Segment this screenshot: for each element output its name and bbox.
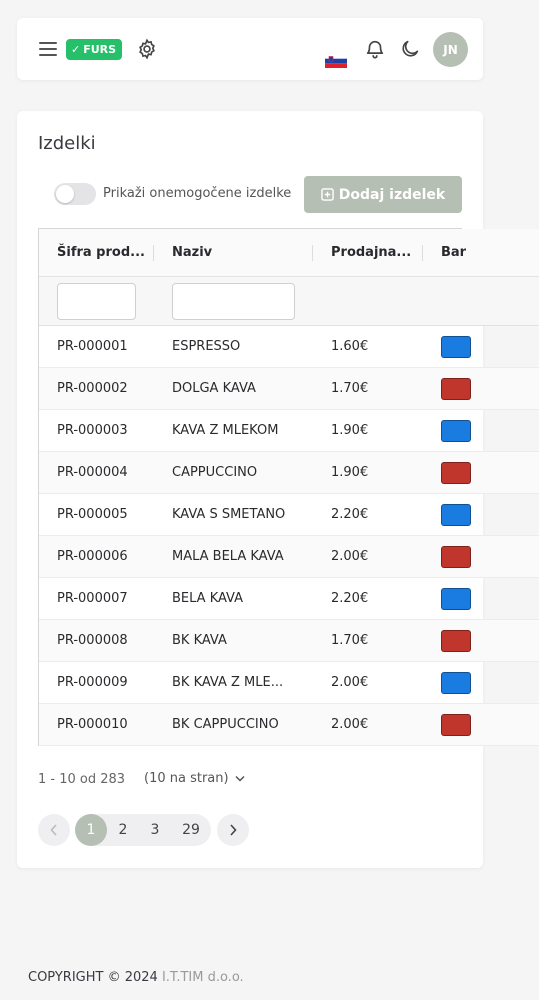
product-name: ESPRESSO [172, 339, 241, 354]
column-separator[interactable] [422, 245, 423, 261]
product-name: BK KAVA Z MLE... [172, 675, 284, 690]
product-color-swatch [441, 672, 471, 694]
column-header-price[interactable]: Prodajna... [331, 245, 412, 260]
avatar-initials: JN [443, 42, 458, 57]
furs-badge-label: FURS [83, 43, 117, 56]
column-header-code[interactable]: Šifra prod... [57, 245, 145, 260]
product-color-swatch [441, 462, 471, 484]
product-price: 2.20€ [331, 591, 369, 606]
table-row[interactable] [39, 494, 539, 536]
product-name: BK KAVA [172, 633, 227, 648]
filter-row [39, 277, 539, 326]
footer [28, 970, 244, 985]
code-filter-input[interactable] [57, 283, 136, 320]
page-29[interactable]: 29 [182, 822, 200, 838]
product-price: 2.00€ [331, 717, 369, 732]
product-color-swatch [441, 588, 471, 610]
product-color-swatch [441, 336, 471, 358]
table-row[interactable] [39, 578, 539, 620]
product-price: 1.90€ [331, 465, 369, 480]
product-code: PR-000001 [57, 339, 128, 354]
chevron-down-icon [235, 775, 245, 782]
product-color-swatch [441, 378, 471, 400]
per-page-select[interactable] [144, 771, 245, 786]
gear-icon[interactable] [136, 38, 158, 60]
user-avatar[interactable] [433, 32, 468, 67]
chevron-right-icon [229, 824, 237, 836]
product-price: 2.00€ [331, 549, 369, 564]
next-page-button[interactable] [217, 814, 249, 846]
column-separator[interactable] [153, 245, 154, 261]
product-price: 1.70€ [331, 633, 369, 648]
product-code: PR-000010 [57, 717, 128, 732]
bell-icon[interactable] [364, 38, 386, 60]
product-name: KAVA Z MLEKOM [172, 423, 279, 438]
product-color-swatch [441, 714, 471, 736]
product-price: 2.20€ [331, 507, 369, 522]
product-name: BELA KAVA [172, 591, 244, 606]
product-code: PR-000004 [57, 465, 128, 480]
table-row[interactable] [39, 662, 539, 704]
per-page-label: (10 na stran) [144, 771, 229, 786]
products-card [17, 111, 483, 868]
plus-box-icon [321, 188, 334, 201]
moon-icon[interactable] [399, 38, 421, 60]
top-header [17, 18, 483, 80]
table-row[interactable] [39, 368, 539, 410]
table-row[interactable] [39, 536, 539, 578]
product-code: PR-000007 [57, 591, 128, 606]
product-price: 2.00€ [331, 675, 369, 690]
add-product-button[interactable] [304, 176, 462, 213]
product-code: PR-000006 [57, 549, 128, 564]
product-code: PR-000003 [57, 423, 128, 438]
product-name: BK CAPPUCCINO [172, 717, 279, 732]
table-row[interactable] [39, 620, 539, 662]
table-header [39, 229, 539, 277]
product-color-swatch [441, 630, 471, 652]
product-price: 1.60€ [331, 339, 369, 354]
product-code: PR-000002 [57, 381, 128, 396]
product-color-swatch [441, 546, 471, 568]
page-2[interactable]: 2 [118, 822, 128, 838]
column-header-name[interactable]: Naziv [172, 245, 213, 260]
page-3[interactable]: 3 [150, 822, 160, 838]
show-disabled-label: Prikaži onemogočene izdelke [103, 186, 292, 201]
table-row[interactable] [39, 410, 539, 452]
column-header-color[interactable]: Bar [441, 245, 467, 260]
page-1[interactable]: 1 [75, 814, 107, 846]
product-name: CAPPUCCINO [172, 465, 258, 480]
company-link[interactable]: I.T.TIM d.o.o. [161, 970, 244, 985]
pagination-range: 1 - 10 od 283 [38, 772, 126, 787]
table-row[interactable] [39, 704, 539, 746]
product-name: KAVA S SMETANO [172, 507, 286, 522]
show-disabled-toggle[interactable] [54, 183, 96, 205]
product-name: MALA BELA KAVA [172, 549, 284, 564]
toggle-knob [56, 185, 74, 203]
products-table [38, 228, 467, 746]
product-price: 1.70€ [331, 381, 369, 396]
product-code: PR-000009 [57, 675, 128, 690]
menu-icon[interactable] [39, 42, 57, 56]
product-code: PR-000005 [57, 507, 128, 522]
check-icon: ✓ [71, 43, 81, 56]
table-row[interactable] [39, 452, 539, 494]
page-title: Izdelki [38, 133, 96, 154]
table-row[interactable] [39, 326, 539, 368]
page-number-group [75, 814, 211, 846]
slovenian-flag-icon[interactable] [325, 54, 347, 68]
product-price: 1.90€ [331, 423, 369, 438]
chevron-left-icon [50, 824, 58, 836]
name-filter-input[interactable] [172, 283, 295, 320]
product-code: PR-000008 [57, 633, 128, 648]
furs-status-badge [66, 39, 122, 60]
add-product-label: Dodaj izdelek [338, 186, 446, 203]
copyright-text: COPYRIGHT © 2024 [28, 970, 158, 985]
product-color-swatch [441, 504, 471, 526]
product-color-swatch [441, 420, 471, 442]
prev-page-button[interactable] [38, 814, 70, 846]
column-separator[interactable] [312, 245, 313, 261]
product-name: DOLGA KAVA [172, 381, 256, 396]
